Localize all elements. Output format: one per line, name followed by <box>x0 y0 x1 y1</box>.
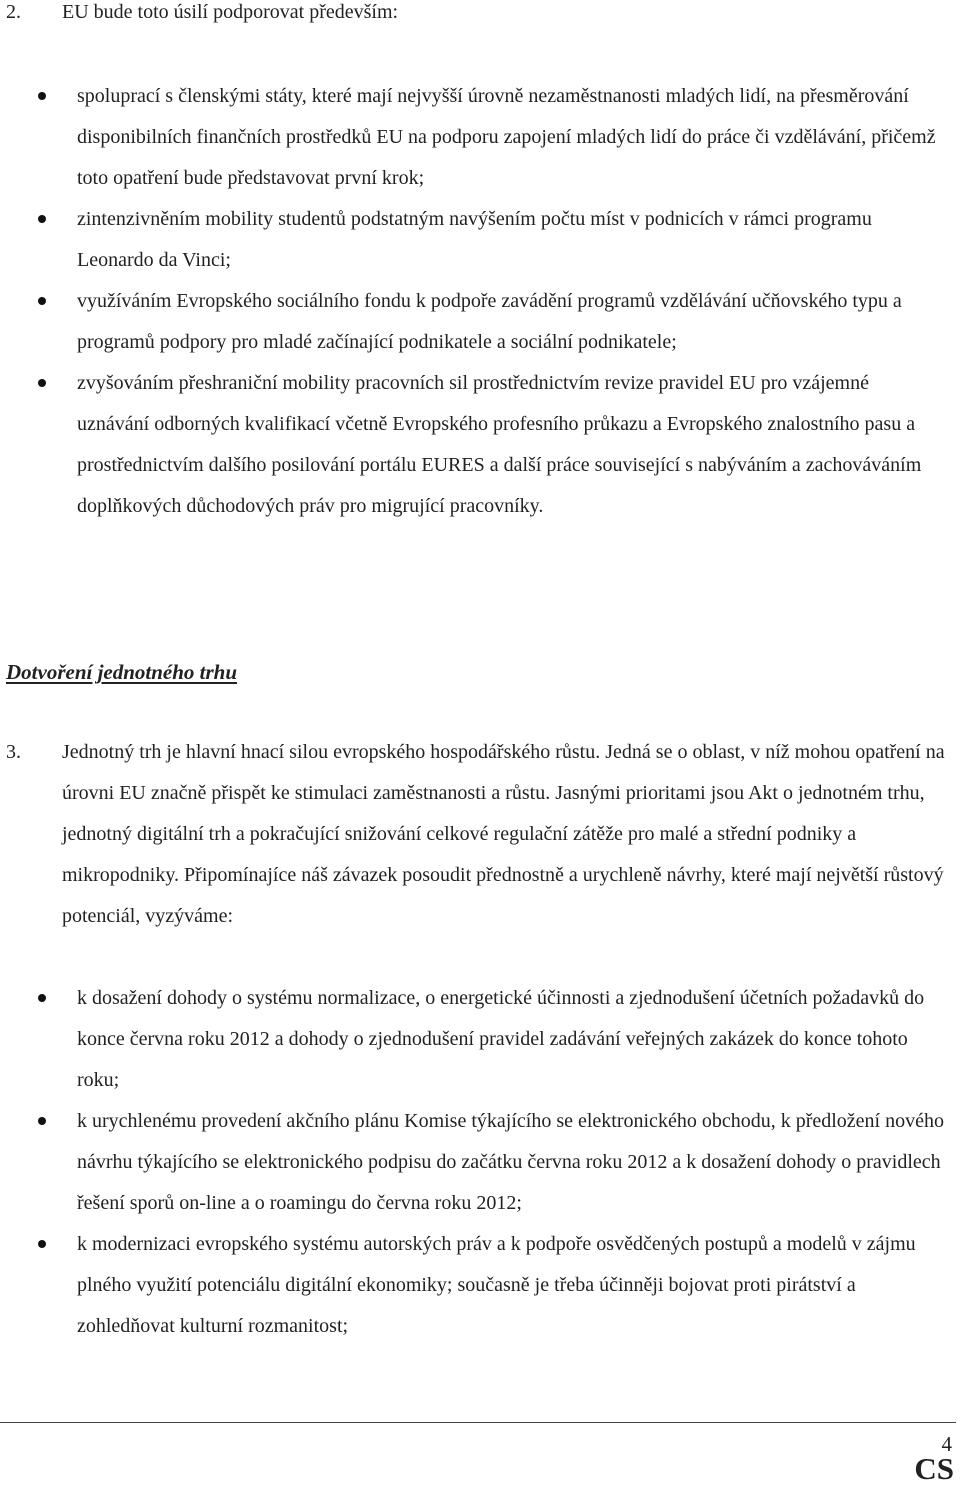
paragraph-number: 2. <box>6 1 21 23</box>
list-item-text: využíváním Evropského sociálního fondu k podpoře zavádění programů vzdělávání učňovského typu a programů podpory pro mladé začínající podnikatele a sociální podnikatele; <box>77 290 902 353</box>
list-item <box>0 1101 946 1224</box>
page-number: 4 <box>941 1432 952 1456</box>
bullet-icon <box>38 215 46 223</box>
paragraph-text: EU bude toto úsilí podporovat především: <box>62 1 399 23</box>
language-code: CS <box>914 1451 954 1486</box>
bullet-icon <box>38 1240 46 1248</box>
list-item-text: k dosažení dohody o systému normalizace, o energetické účinnosti a zjednodušení účetních požadavků do konce června roku 2012 a dohody o zjednodušení pravidel zadávání veřejných zakázek do konce tohoto roku; <box>77 987 925 1091</box>
list-item <box>0 76 946 199</box>
list-item-text: zintenzivněním mobility studentů podstatným navýšením počtu míst v podnicích v rámci programu Leonardo da Vinci; <box>77 208 872 271</box>
bullet-icon <box>38 994 46 1002</box>
list-item-text: zvyšováním přeshraniční mobility pracovních sil prostřednictvím revize pravidel EU pro vzájemné uznávání odborných kvalifikací včetně Evropského profesního průkazu a Evropského znalostního pasu a prostřednictvím dalšího posilování portálu EURES a další práce související s nabýváním a zachováváním doplňkových důchodových práv pro migrující pracovníky. <box>77 372 922 517</box>
list-item <box>0 1224 946 1347</box>
bullet-icon <box>38 379 46 387</box>
bullet-list-calls <box>0 978 946 1347</box>
bullet-icon <box>38 297 46 305</box>
list-item <box>0 978 946 1101</box>
footer-divider <box>0 1422 956 1423</box>
paragraph-number: 3. <box>6 741 21 763</box>
section-heading: Dotvoření jednotného trhu <box>6 660 238 684</box>
list-item <box>0 199 946 281</box>
bullet-list-support <box>0 76 946 527</box>
paragraph-3 <box>6 732 946 937</box>
bullet-icon <box>38 1117 46 1125</box>
paragraph-2 <box>6 0 946 33</box>
paragraph-text: Jednotný trh je hlavní hnací silou evropského hospodářského růstu. Jedná se o oblast, v níž mohou opatření na úrovni EU značně přispět ke stimulaci zaměstnanosti a růstu. Jasnými prioritami jsou Akt o jednotném trhu, jednotný digitální trh a pokračující snižování celkové regulační zátěže pro malé a střední podniky a mikropodniky. Připomínajíce náš závazek posoudit přednostně a urychleně návrhy, které mají největší růstový potenciál, vyzýváme: <box>62 741 945 927</box>
list-item <box>0 363 946 527</box>
bullet-icon <box>38 92 46 100</box>
list-item <box>0 281 946 363</box>
list-item-text: spoluprací s členskými státy, které mají nejvyšší úrovně nezaměstnanosti mladých lidí, na přesměrování disponibilních finančních prostředků EU na podporu zapojení mladých lidí do práce či vzdělávání, přičemž toto opatření bude představovat první krok; <box>77 85 936 189</box>
list-item-text: k urychlenému provedení akčního plánu Komise týkajícího se elektronického obchodu, k předložení nového návrhu týkajícího se elektronického podpisu do začátku června roku 2012 a k dosažení dohody o pravidlech řešení sporů on-line a o roamingu do června roku 2012; <box>77 1110 944 1214</box>
list-item-text: k modernizaci evropského systému autorských práv a k podpoře osvědčených postupů a modelů v zájmu plného využití potenciálu digitální ekonomiky; současně je třeba účinněji bojovat proti pirátství a zohledňovat kulturní rozmanitost; <box>77 1233 916 1337</box>
